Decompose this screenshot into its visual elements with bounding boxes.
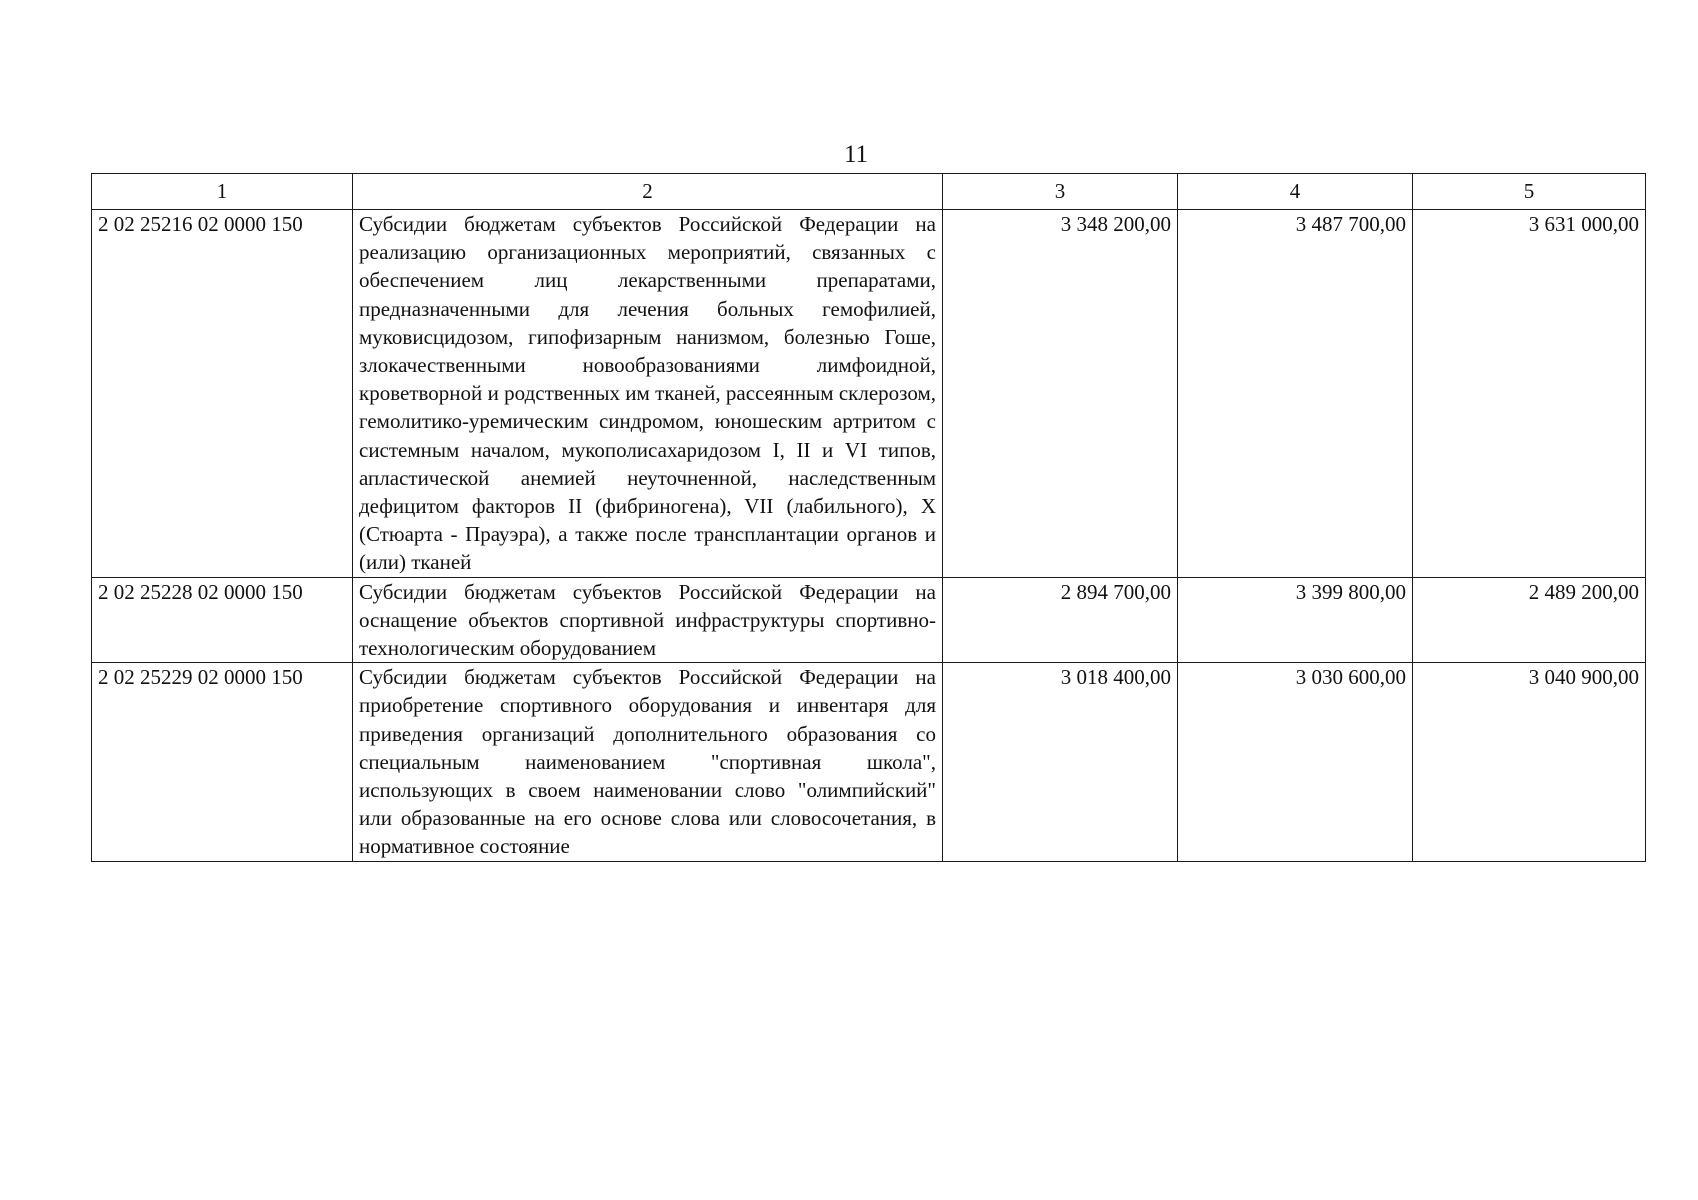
- page-number: 11: [843, 141, 869, 168]
- table-body: [92, 210, 1646, 862]
- amount-cell-col4: 3 399 800,00: [1178, 577, 1413, 663]
- table-row: [92, 663, 1646, 861]
- budget-code-cell: 2 02 25229 02 0000 150: [92, 663, 353, 861]
- table-row: [92, 210, 1646, 578]
- description-cell: Субсидии бюджетам субъектов Российской Федерации на реализацию организационных мероприятий, связанных с обеспечением лиц лекарственными препаратами, предназначенными для лечения больных гемофилией, муковисцидозом, гипофизарным нанизмом, болезнью Гоше, злокачественными новообразованиями лимфоидной, кроветворной и родственных им тканей, рассеянным склерозом, гемолитико-уремическим синдромом, юношеским артритом с системным началом, мукополисахаридозом I, II и VI типов, апластической анемией неуточненной, наследственным дефицитом факторов II (фибриногена), VII (лабильного), X (Стюарта - Прауэра), а также после трансплантации органов и (или) тканей: [353, 210, 943, 578]
- column-header-4: 4: [1178, 174, 1413, 210]
- amount-cell-col4: 3 487 700,00: [1178, 210, 1413, 578]
- amount-cell-col5: 3 631 000,00: [1413, 210, 1646, 578]
- column-header-2: 2: [353, 174, 943, 210]
- table-row: [92, 577, 1646, 663]
- amount-cell-col5: 2 489 200,00: [1413, 577, 1646, 663]
- budget-table: [91, 173, 1646, 862]
- column-header-3: 3: [943, 174, 1178, 210]
- column-header-5: 5: [1413, 174, 1646, 210]
- budget-code-cell: 2 02 25216 02 0000 150: [92, 210, 353, 578]
- column-header-1: 1: [92, 174, 353, 210]
- amount-cell-col3: 3 348 200,00: [943, 210, 1178, 578]
- amount-cell-col4: 3 030 600,00: [1178, 663, 1413, 861]
- header-row: [92, 174, 1646, 210]
- budget-code-cell: 2 02 25228 02 0000 150: [92, 577, 353, 663]
- table-header: [92, 174, 1646, 210]
- amount-cell-col5: 3 040 900,00: [1413, 663, 1646, 861]
- description-cell: Субсидии бюджетам субъектов Российской Федерации на приобретение спортивного оборудования и инвентаря для приведения организаций дополнительного образования со специальным наименованием "спортивная школа", использующих в своем наименовании слово "олимпийский" или образованные на его основе слова или словосочетания, в нормативное состояние: [353, 663, 943, 861]
- amount-cell-col3: 2 894 700,00: [943, 577, 1178, 663]
- amount-cell-col3: 3 018 400,00: [943, 663, 1178, 861]
- description-cell: Субсидии бюджетам субъектов Российской Федерации на оснащение объектов спортивной инфраструктуры спортивно-технологическим оборудованием: [353, 577, 943, 663]
